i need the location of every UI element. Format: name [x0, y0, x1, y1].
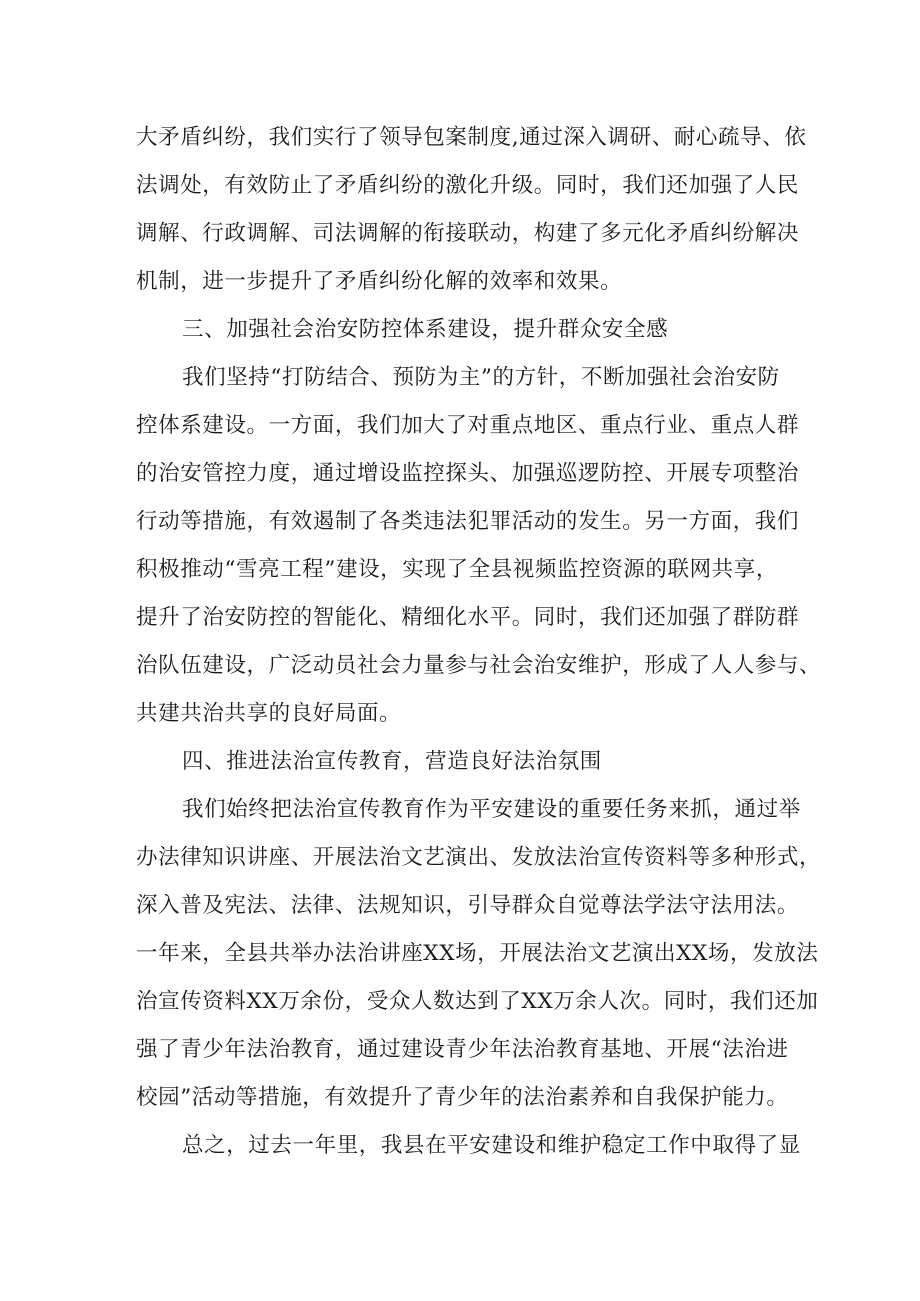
text-line: 机制，进一步提升了矛盾纠纷化解的效率和效果。 [136, 269, 623, 294]
text-line: 我们始终把法治宣传教育作为平安建设的重要任务来抓，通过举 [182, 797, 801, 822]
section-heading: 四、推进法治宣传教育，营造良好法治氛围 [182, 749, 602, 774]
text-line: 的治安管控力度，通过增设监控探头、加强巡逻防控、开展专项整治 [136, 461, 800, 486]
text-line: 强了青少年法治教育，通过建设青少年法治教育基地、开展“法治进 [136, 1037, 789, 1062]
text-line: 积极推动“雪亮工程”建设，实现了全县视频监控资源的联网共享， [136, 557, 778, 582]
text-line: 共建共治共享的良好局面。 [136, 701, 402, 726]
text-line: 行动等措施，有效遏制了各类违法犯罪活动的发生。另一方面，我们 [136, 509, 800, 534]
text-line: 大矛盾纠纷，我们实行了领导包案制度,通过深入调研、耐心疏导、依 [136, 125, 807, 150]
text-line: 治宣传资料XX万余份，受众人数达到了XX万余人次。同时，我们还加 [136, 989, 819, 1014]
text-line: 法调处，有效防止了矛盾纠纷的激化升级。同时，我们还加强了人民 [136, 173, 800, 198]
text-line: 校园”活动等措施，有效提升了青少年的法治素养和自我保护能力。 [136, 1085, 789, 1110]
section-heading: 三、加强社会治安防控体系建设，提升群众安全感 [182, 317, 669, 342]
text-line: 调解、行政调解、司法调解的衔接联动，构建了多元化矛盾纠纷解决 [136, 221, 800, 246]
text-line: 总之，过去一年里，我县在平安建设和维护稳定工作中取得了显 [182, 1133, 801, 1158]
text-line: 控体系建设。一方面，我们加大了对重点地区、重点行业、重点人群 [136, 413, 800, 438]
text-line: 深入普及宪法、法律、法规知识，引导群众自觉尊法学法守法用法。 [136, 893, 800, 918]
text-line: 治队伍建设，广泛动员社会力量参与社会治安维护，形成了人人参与、 [136, 653, 822, 678]
text-line: 提升了治安防控的智能化、精细化水平。同时，我们还加强了群防群 [136, 605, 800, 630]
text-line: 办法律知识讲座、开展法治文艺演出、发放法治宣传资料等多种形式， [136, 845, 822, 870]
text-line: 我们坚持“打防结合、预防为主”的方针，不断加强社会治安防 [182, 365, 780, 390]
text-line: 一年来，全县共举办法治讲座XX场，开展法治文艺演出XX场，发放法 [136, 941, 819, 966]
